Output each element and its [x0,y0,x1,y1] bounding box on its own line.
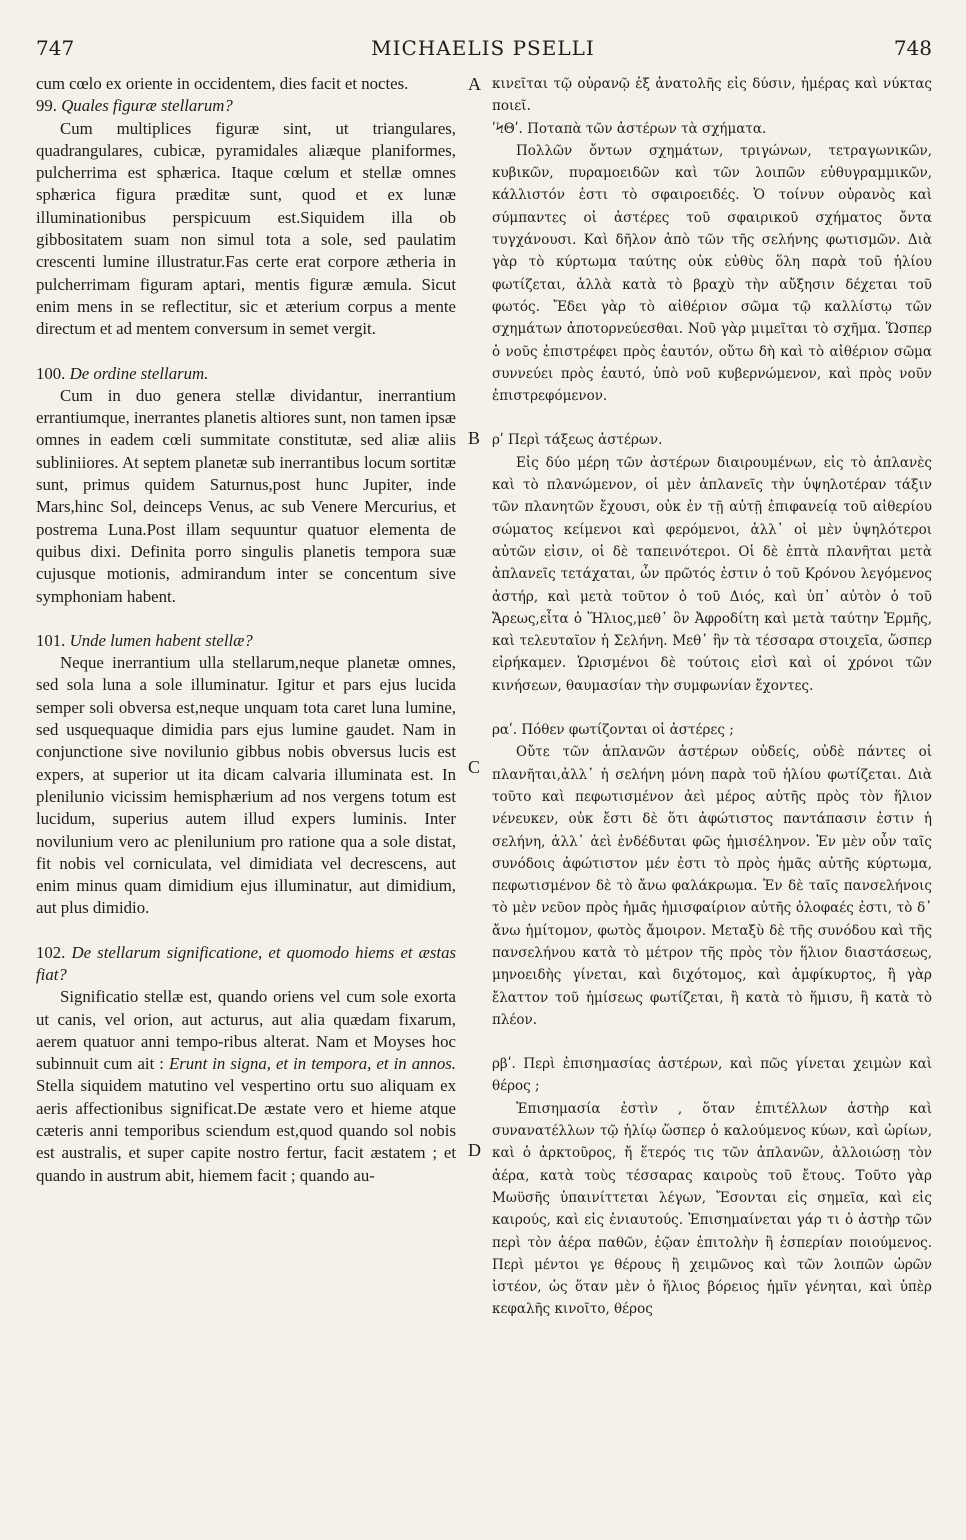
running-title: MICHAELIS PSELLI [371,36,595,60]
latin-heading-102-num: 102. [36,942,66,962]
latin-heading-100-title: De ordine stellarum. [69,363,209,383]
greek-heading-101-num: ραʹ. [492,722,518,739]
greek-heading-99 [492,118,932,140]
margin-marker-a: A [468,74,481,94]
latin-heading-101-title: Unde lumen habent stellæ? [69,630,253,650]
latin-heading-102 [36,942,456,987]
greek-section-100-body: Εἰς δύο μέρη τῶν ἀστέρων διαιρουμένων, εἰς τὸ ἀπλανὲς καὶ τὸ πλανώμενον, οἱ μὲν ἀπλανεῖς τὴν ὑψηλοτέραν τάξιν τῶν πλανητῶν ἔχουσι, οὐκ ἐν τῇ αὐτῇ ἐπιφανείᾳ τοῦ αἰθερίου σώματος κείμενοι καὶ φερόμενοι, ἀλλ᾽ οἱ μὲν ὑψηλότεροι αὐτῶν εἰσιν, οἱ δὲ ταπεινότεροι. Οἱ δὲ ἑπτὰ πλανῆται μετὰ ἀπλανεῖς τετάχαται, ὧν πρῶτός ἐστιν ὁ τοῦ Κρόνου λεγόμενος ἀστήρ, καὶ μετὰ τοῦτον ὁ τοῦ Διός, καὶ ὑπ᾽ αὐτὸν ὁ τοῦ Ἄρεως,εἶτα ὁ Ἥλιος,μεθ᾽ ὃν Ἀφροδίτη καὶ μετὰ ταύτην Ἑρμῆς, καὶ τελευταῖον ἡ Σελήνη. Μεθ᾽ ἣν τὰ τέσσαρα στοιχεῖα, ὥσπερ εἰρήκαμεν. Ὡρισμένοι δὲ τούτοις εἰσὶ καὶ οἱ χρόνοι τῶν κινήσεων, θαυμασίαν τὴν συμφωνίαν ἔχοντες. [492,454,932,694]
latin-section-101-body: Neque inerrantium ulla stellarum,neque planetæ omnes, sed sola luna a sole illuminatur. Igitur et pars ejus lucida semper soli obversa est,neque unquam tota caret luna lumine, sed usquequaque dimidia pars ejus lumine gaudet. Nam in conjunctione sive novilunio gibbus nobis obversus lucis est expers, at superior ut ita dicam calvaria illuminata est. In plenilunio vicissim hemisphærium ad nos vergens totum est lucidum, superius autem illud expers luminis. Inter novilunium vero ac plenilunium pro ratione qua a sole distat, fit nobis vel corniculata, vel dimidiata vel decrescens, aut enim minus quam dimidium ejus illuminatur, aut dimidium, aut plus dimidio. [36,653,456,918]
page-header [0,36,966,66]
margin-marker-c: C [468,757,481,777]
latin-section-100-body: Cum in duo genera stellæ dividantur, inerrantium errantiumque, inerrantes planetis altiores sunt, non tamen ipsæ omnes in eadem cœli summitate constitutæ, sed aliæ aliis subliniiores. At septem planetæ sub inerrantibus locum sortitæ sunt, primus quidem Saturnus,post hunc Jupiter, inde Mars,hinc Sol, deinceps Venus, ac sub Venere Mercurius, et postrema Luna.Post illam sequuntur quatuor elementa de quibus dixi. Definita porro singulis planetis tempora suæ cujusque motionis, admirandum inter se concentum sive symphoniam habent. [36,385,456,606]
greek-heading-102-num: ρβʹ. [492,1056,516,1073]
latin-section-102-text-2: Stella siquidem matutino vel vespertino ortu suo aliquam ex aeris affectionibus significat.De æstate vero et hieme atque cæteris anni temporibus sciendum est,quod quando sol nobis est australis, et super capite nostro fertur, facit æstatem ; et quando in austrum abit, hiemem facit ; quando au- [36,1076,456,1185]
greek-heading-99-num: ʹϞΘʹ. [492,120,523,137]
latin-heading-101 [36,630,456,652]
margin-marker-d: D [468,1140,481,1160]
latin-intro: cum cœlo ex oriente in occidentem, dies facit et noctes. [36,74,409,93]
latin-heading-99-num: 99. [36,96,57,116]
margin-marker-b: B [468,428,481,448]
latin-heading-100-num: 100. [36,363,66,383]
greek-section-101-body: Οὔτε τῶν ἀπλανῶν ἀστέρων οὐδείς, οὐδὲ πάντες οἱ πλανῆται,ἀλλ᾽ ἡ σελήνη μόνη παρὰ τοῦ ἡλίου φωτίζεται. Διὰ τοῦτο καὶ πεφωτισμένον ἀεὶ μέρος αὐτῆς πρὸς τὸν ἥλιον νένευκεν, οὐκ ἔστι δὲ ὅτι ἀφώτιστος παντάπασιν ἐστιν ἡ σελήνη, ἀλλ᾽ ἀεὶ ἐνδέδυται φῶς ἡμισέληνον. Ἐν μὲν οὖν ταῖς συνόδοις ἀφώτιστον μέν ἐστι τὸ πρὸς ἡμᾶς αὐτῆς κύρτωμα, πεφωτισμένον δὲ τὸ ἄνω φαλάκρωμα. Ἐν δὲ ταῖς πανσελήνοις τὸ μὲν νεῦον πρὸς ἡμᾶς ἡμισφαίριον αὐτῆς ὁλοφαές ἐστι, τὸ δ᾽ ἄνω ἡμίτομον, φωτὸς ἄμοιρον. Μεταξὺ δὲ τῆς συνόδου καὶ τῆς πανσελήνου κατὰ τὸ μέτρον τῆς πρὸς τὸν ἥλιον διαστάσεως, μηνοειδὴς γίνεται, καὶ διχότομος, καὶ ἀμφίκυρτος, ἢ γὰρ ἔλαττον τοῦ ἡμίσεως φωτίζεται, ἢ κατὰ τὸ ἥμισυ, ἢ κατὰ τὸ πλέον. [492,744,932,1028]
greek-heading-101-title: Πόθεν φωτίζονται οἱ ἀστέρες ; [521,722,734,739]
greek-heading-100 [492,429,932,451]
latin-section-102-text-1: Significatio stellæ est, quando oriens vel cum sole exorta ut canis, vel orion, aut acturus, aut alia quædam fixarum, aerem quatuor anni tempo-ribus alterat. Nam et Moyses hoc subinnuit cum ait : [36,987,456,1074]
latin-section-99-body: Cum multiplices figuræ sint, ut triangulares, quadrangulares, cubicæ, pyramidales aliæque planiformes, pulcherrima est sphærica. Itaque cœlum et stellæ omnes sphærica figura præditæ sunt, quod et ex lunæ illuminationibus perspicuum est.Siquidem illa ob gibbositatem suam non simul tota a sole, sed paulatim crescenti lumine illustratur.Fas certe erat corpore ætheria in pulcherrimam figuram aptari, mentis figuræ æmula. Sicut enim mens in se reflectitur, sic et æterium corpus a mente directum et ad mentem conversum in semet vergit. [36,118,456,339]
greek-heading-102-title: Περὶ ἐπισημασίας ἀστέρων, καὶ πῶς γίνεται χειμὼν καὶ θέρος ; [492,1056,932,1095]
greek-intro: κινεῖται τῷ οὐρανῷ ἐξ ἀνατολῆς εἰς δύσιν, ἡμέρας καὶ νύκτας ποιεῖ. [492,76,932,115]
latin-heading-100 [36,363,456,385]
latin-heading-99-title: Quales figuræ stellarum? [61,96,233,116]
greek-heading-99-title: Ποταπὰ τῶν ἀστέρων τὰ σχήματα. [527,120,767,137]
latin-heading-102-title: De stellarum significatione, et quomodo hiems et æstas fiat? [36,942,456,984]
greek-column [492,73,932,1321]
greek-heading-100-title: Περὶ τάξεως ἀστέρων. [508,432,663,449]
page-number-right: 748 [893,36,932,60]
greek-heading-100-num: ρʹ [492,432,504,449]
greek-section-99-body: Πολλῶν ὄντων σχημάτων, τριγώνων, τετραγωνικῶν, κυβικῶν, πυραμοειδῶν καὶ τῶν λοιπῶν εὐθυγραμμικῶν, κάλλιστόν ἐστι τὸ σφαιροειδές. Ὁ τοίνυν οὐρανὸς καὶ σύμπαντες οἱ ἀστέρες τοῦ σφαιρικοῦ σχήματος ὄντα τυγχάνουσι. Καὶ δῆλον ἀπὸ τῶν τῆς σελήνης φωτισμῶν. Διὰ γὰρ τὸ κύρτωμα ταύτης οὐκ εὐθὺς ὅλη παρὰ τοῦ ἡλίου φωτίζεται, ἀλλὰ κατὰ τὸ βραχὺ τὴν αὔξησιν δέχεται τοῦ φωτός. Ἔδει γὰρ τὸ αἰθέριον σῶμα τῷ καλλίστῳ τῶν σχημάτων ἀποτορνεύεσθαι. Νοῦ γὰρ μιμεῖται τὸ σχῆμα. Ὥσπερ ὁ νοῦς ἐπιστρέφει πρὸς ἑαυτόν, οὕτω δὴ καὶ τὸ αἰθέριον σῶμα συννεύει πρὸς ἑαυτό, ὑπὸ νοῦ κυβερνώμενον, καὶ πρὸς νοῦν ἐπιστρεφόμενον. [492,142,932,405]
latin-column [36,73,456,1187]
greek-section-102-body: Ἐπισημασία ἐστὶν , ὅταν ἐπιτέλλων ἀστὴρ καὶ συνανατέλλων τῷ ἡλίῳ ὥσπερ ὁ καλούμενος κύων, καὶ ὠρίων, καὶ ὁ ἀρκτοῦρος, ἤ ἕτερός τις τῶν ἀπλανῶν, ἀλλοιώσῃ τὸν ἀέρα, κατὰ τοὺς τέσσαρας καιροὺς τοῦ ἔτους. Τοῦτο γὰρ Μωϋσῆς ὑπαινίττεται λέγων, Ἔσονται εἰς σημεῖα, καὶ εἰς καιρούς, καὶ εἰς ἐνιαυτούς. Ἐπισημαίνεται γάρ τι ὁ ἀστὴρ τῶν περὶ τὸν ἀέρα παθῶν, ἑῷαν ἐπιτολὴν ἢ ἑσπερίαν ποιούμενος. Περὶ μέντοι γε θέρους ἢ χειμῶνος καὶ τῶν λοιπῶν ὡρῶν ἰστέον, ὡς ὅταν μὲν ὁ ἥλιος βόρειος ἡμῖν γένηται, καὶ ὑπὲρ κεφαλῆς κινοῖτο, θέρος [492,1100,932,1318]
latin-section-102-quote: Erunt in signa, et in tempora, et in annos. [169,1054,456,1074]
latin-heading-101-num: 101. [36,630,66,650]
latin-heading-99 [36,95,456,117]
page-number-left: 747 [36,36,75,60]
greek-heading-102 [492,1053,932,1098]
greek-heading-101 [492,719,932,741]
latin-section-102-body [36,986,456,1187]
